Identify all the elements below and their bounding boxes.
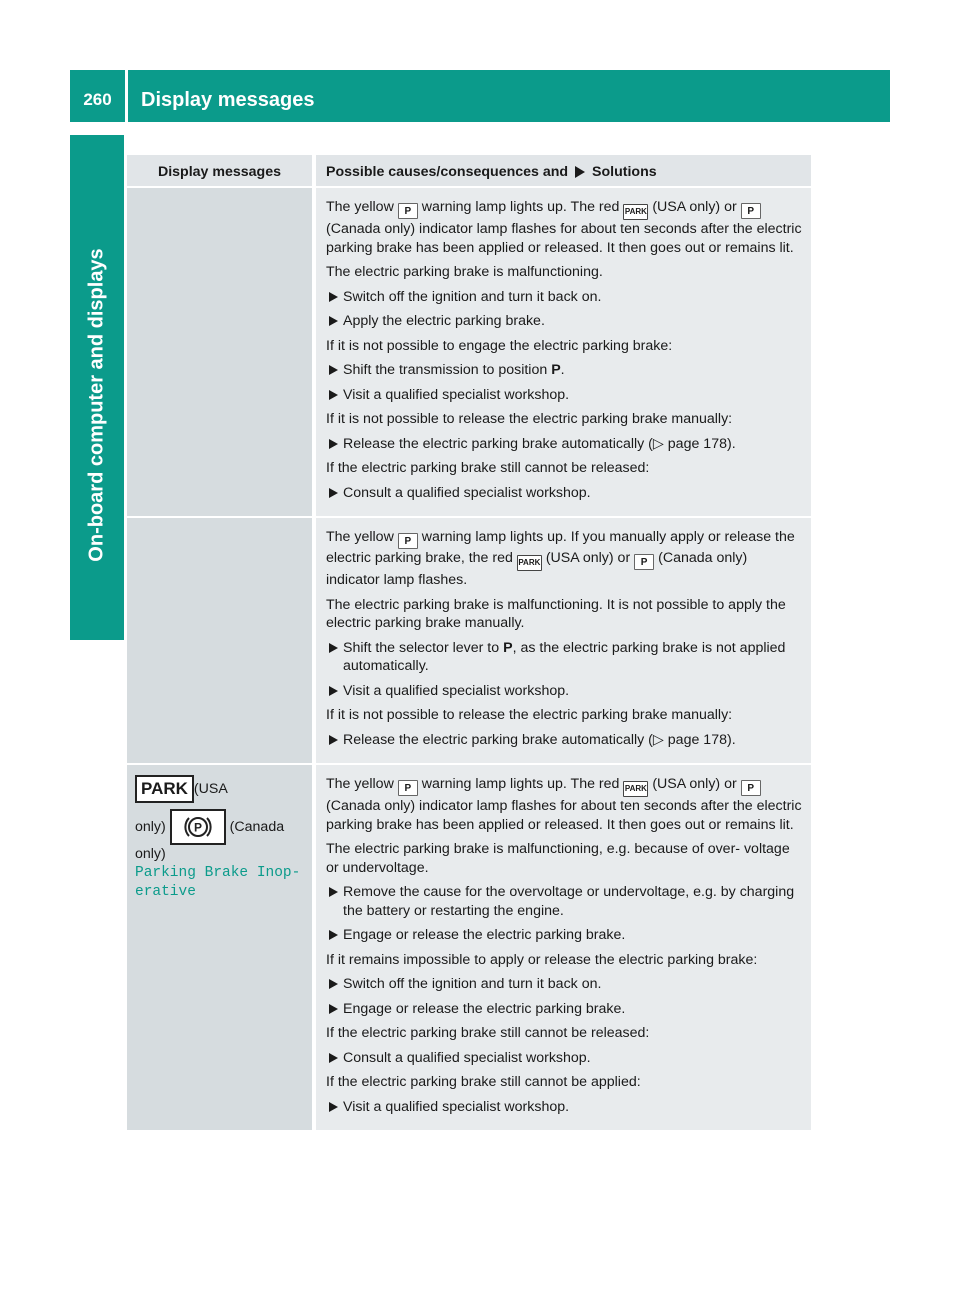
row1-step2: Apply the electric parking brake. [326, 312, 803, 331]
row1-step1: Switch off the ignition and turn it back on. [326, 288, 803, 307]
p-lamp-icon: P [741, 203, 761, 219]
svg-text:P: P [193, 820, 202, 835]
page-ref-arrow-icon: ▷ [652, 731, 664, 748]
text: (USA only) or [545, 550, 631, 566]
usa-indicator-line [135, 775, 304, 803]
side-tab-label: On-board computer and displays [85, 248, 108, 562]
text: The yellow [326, 776, 394, 792]
row1-p5: If the electric parking brake still cannot be released: [326, 460, 650, 476]
row3-step6: Visit a qualified specialist workshop. [326, 1098, 803, 1117]
park-lamp-icon: PARK [517, 555, 542, 571]
row1-p2: The electric parking brake is malfunctioning. [326, 264, 603, 280]
row3-step4: Engage or release the electric parking brake. [326, 1000, 803, 1019]
row1-step3 [326, 361, 803, 380]
p-lamp-icon: P [398, 533, 418, 549]
row2-step3 [326, 731, 803, 750]
text: or [724, 199, 737, 215]
row3-p4: If the electric parking brake still cannot be released: [326, 1025, 650, 1041]
p-lamp-icon: P [634, 554, 654, 570]
page-ref-arrow-icon: ▷ [652, 435, 664, 452]
row3-step1: Remove the cause for the overvoltage or undervoltage, e.g. by charging the battery or restarting the engine. [326, 883, 803, 920]
park-lamp-icon: PARK [623, 204, 648, 220]
p-circle-icon [183, 812, 213, 842]
row1-solution-cell [316, 188, 811, 516]
p-lamp-icon: P [398, 203, 418, 219]
row1-step5 [326, 435, 803, 454]
row3-p2: The electric parking brake is malfunctioning, e.g. because of over- voltage or undervoltage. [326, 841, 790, 876]
text: Shift the transmission to position [343, 362, 548, 378]
col2-header-post: Solutions [592, 164, 657, 180]
text: Release the electric parking brake automatically ( [343, 731, 653, 748]
row3-p3: If it remains impossible to apply or release the electric parking brake: [326, 951, 758, 968]
table-row [127, 765, 811, 1132]
position-label: P [551, 362, 561, 378]
text: warning lamp lights up. The red [421, 776, 620, 792]
text: Release the electric parking brake automatically ( [343, 435, 653, 452]
col2-header [316, 155, 811, 186]
row2-display-cell [127, 518, 312, 763]
text: , as the electric parking brake is not applied automatically. [343, 639, 786, 674]
text: (Canada only) indicator lamp flashes for about ten seconds after the electric parking brake has been applied or released. It then goes out or remains lit. [326, 221, 802, 256]
text: (Canada only) indicator lamp flashes for about ten seconds after the electric parking brake has been applied or released. It then goes out or remains lit. [326, 798, 802, 833]
row3-solution-cell [316, 765, 811, 1130]
row1-p1 [326, 198, 803, 257]
canada-indicator-line [135, 809, 304, 845]
table-row [127, 518, 811, 765]
text: Shift the selector lever to [343, 639, 500, 656]
row3-step2: Engage or release the electric parking brake. [326, 926, 803, 945]
text: The yellow [326, 199, 394, 215]
text: warning lamp lights up. If you manually apply or release the electric parking brake, the red [326, 529, 795, 566]
text: (USA only) [652, 776, 721, 792]
park-indicator-icon: PARK [135, 775, 194, 803]
row1-p4: If it is not possible to release the electric parking brake manually: [326, 411, 733, 427]
text: (USA only) [652, 199, 721, 215]
messages-table [127, 155, 811, 1132]
row1-step6: Consult a qualified specialist workshop. [326, 484, 803, 503]
text: warning lamp lights up. The red [421, 199, 620, 215]
text: only) [135, 846, 166, 862]
p-lamp-icon: P [398, 780, 418, 796]
page-number: 260 [83, 90, 112, 109]
position-label: P [503, 639, 513, 656]
text: The yellow [326, 529, 394, 545]
row3-step3: Switch off the ignition and turn it back on. [326, 975, 803, 994]
col2-header-pre: Possible causes/consequences and [326, 164, 569, 180]
text: or [724, 776, 737, 792]
text: (Canada only) indicator lamp flashes. [326, 550, 748, 588]
row2-p3: If it is not possible to release the electric parking brake manually: [326, 707, 733, 723]
page-ref-link[interactable]: page 178). [667, 435, 736, 452]
row3-display-cell [127, 765, 312, 1130]
row3-p5: If the electric parking brake still cannot be applied: [326, 1074, 641, 1090]
table-row [127, 188, 811, 518]
park-lamp-icon: PARK [623, 781, 648, 797]
table-header-row [127, 155, 811, 188]
row3-p1 [326, 775, 803, 834]
row3-step5: Consult a qualified specialist workshop. [326, 1049, 803, 1068]
text: . [560, 362, 565, 378]
text: (Canada [229, 818, 285, 835]
row1-step4: Visit a qualified specialist workshop. [326, 386, 803, 405]
p-indicator-icon [170, 809, 226, 845]
page-title: Display messages [141, 89, 315, 111]
row1-p3: If it is not possible to engage the electric parking brake: [326, 337, 673, 354]
step-arrow-icon [575, 166, 585, 178]
row1-display-cell [127, 188, 312, 516]
row2-p2: The electric parking brake is malfunctioning. It is not possible to apply the electric parking brake manually. [326, 596, 786, 631]
row2-step1 [326, 639, 803, 676]
display-message-text: Parking Brake Inop‐ erative [135, 864, 301, 900]
row2-solution-cell [316, 518, 811, 763]
p-lamp-icon: P [741, 780, 761, 796]
page-ref-link[interactable]: page 178). [667, 731, 736, 748]
text: (USA [193, 780, 228, 797]
row2-p1 [326, 528, 803, 590]
header-divider [125, 70, 128, 122]
col1-header: Display messages [127, 155, 312, 186]
text: only) [135, 818, 166, 835]
row2-step2: Visit a qualified specialist workshop. [326, 682, 803, 701]
